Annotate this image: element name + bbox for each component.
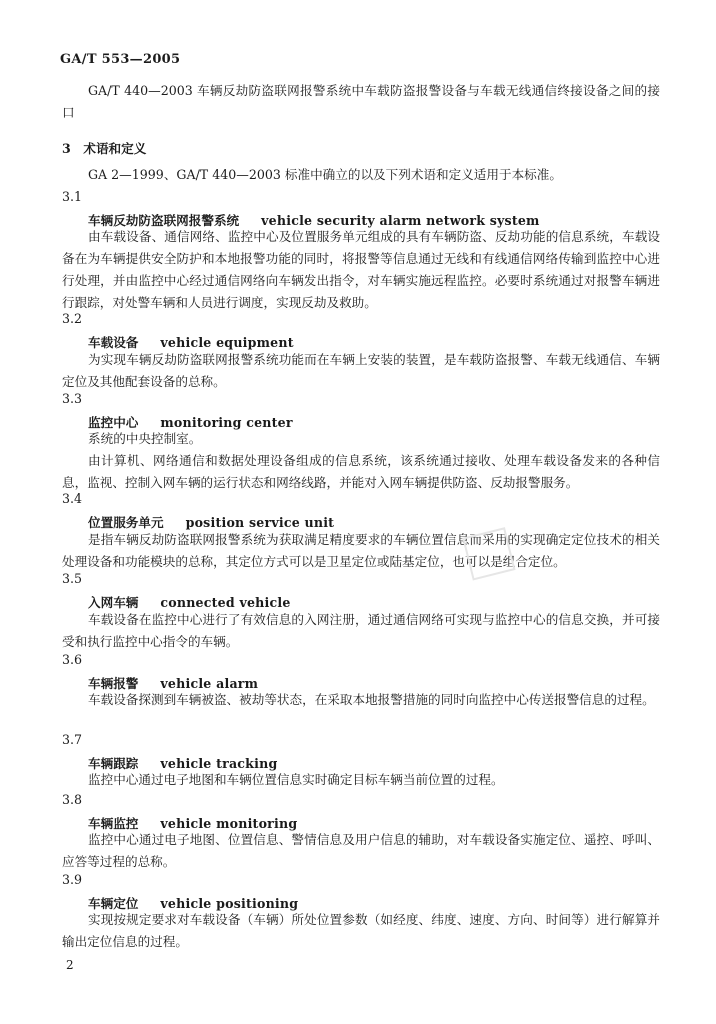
section-title: 3 术语和定义 xyxy=(62,141,147,156)
term-english: vehicle positioning xyxy=(160,896,299,911)
term-number: 3.3 xyxy=(62,391,83,406)
term-number: 3.9 xyxy=(62,872,83,887)
term-chinese: 车辆报警 xyxy=(88,676,139,691)
term-definition: 为实现车辆反劫防盗联网报警系统功能而在车辆上安装的装置，是车载防盗报警、车载无线通信、车辆定位及其他配套设备的总称。 xyxy=(62,352,660,389)
term-chinese: 入网车辆 xyxy=(88,595,139,610)
term-number: 3.6 xyxy=(62,652,83,667)
term-chinese: 车载设备 xyxy=(88,335,139,350)
term-number: 3.8 xyxy=(62,792,83,807)
term-definition: 车载设备探测到车辆被盗、被劫等状态，在采取本地报警措施的同时向监控中心传送报警信息的过程。 xyxy=(88,692,655,707)
section-intro: GA 2—1999、GA/T 440—2003 标准中确立的以及下列术语和定义适用于本标准。 xyxy=(88,167,562,182)
term-chinese: 监控中心 xyxy=(88,415,139,430)
normative-reference: GA/T 440—2003 车辆反劫防盗联网报警系统中车载防盗报警设备与车载无线通信终接设备之间的接口 xyxy=(62,83,660,120)
term-english: position service unit xyxy=(185,515,335,530)
term-definition: 监控中心通过电子地图、位置信息、警情信息及用户信息的辅助，对车载设备实施定位、遥控、呼叫、应答等过程的总称。 xyxy=(62,832,660,869)
term-english: vehicle monitoring xyxy=(160,816,298,831)
term-definition: 由计算机、网络通信和数据处理设备组成的信息系统，该系统通过接收、处理车载设备发来的各种信息，监视、控制入网车辆的运行状态和网络线路，并能对入网车辆提供防盗、反劫报警服务。 xyxy=(62,453,660,490)
term-english: vehicle equipment xyxy=(160,335,294,350)
term-number: 3.2 xyxy=(62,311,83,326)
term-definition: 系统的中央控制室。 xyxy=(88,431,202,446)
page-number: 2 xyxy=(66,958,74,972)
term-chinese: 车辆反劫防盗联网报警系统 xyxy=(88,213,240,228)
term-definition: 由车载设备、通信网络、监控中心及位置服务单元组成的具有车辆防盗、反劫功能的信息系统，车载设备在为车辆提供安全防护和本地报警功能的同时，将报警等信息通过无线和有线通信网络传输到监控中心进行处理，并由监控中心经过通信网络向车辆发出指令，对车辆实施远程监控。必要时系统通过对报警车辆进行跟踪，对处警车辆和人员进行调度，实现反劫及救助。 xyxy=(62,229,660,310)
term-chinese: 位置服务单元 xyxy=(88,515,164,530)
term-number: 3.5 xyxy=(62,571,83,586)
term-english: vehicle tracking xyxy=(160,756,278,771)
term-number: 3.7 xyxy=(62,732,83,747)
term-chinese: 车辆监控 xyxy=(88,816,139,831)
term-english: connected vehicle xyxy=(160,595,291,610)
term-english: monitoring center xyxy=(160,415,293,430)
term-number: 3.1 xyxy=(62,189,83,204)
standard-number-header: GA/T 553—2005 xyxy=(60,52,181,67)
term-english: vehicle alarm xyxy=(160,676,259,691)
term-chinese: 车辆定位 xyxy=(88,896,139,911)
term-chinese: 车辆跟踪 xyxy=(88,756,139,771)
term-number: 3.4 xyxy=(62,491,83,506)
term-definition: 是指车辆反劫防盗联网报警系统为获取满足精度要求的车辆位置信息而采用的实现确定定位技术的相关处理设备和功能模块的总称，其定位方式可以是卫星定位或陆基定位，也可以是组合定位。 xyxy=(62,532,660,569)
term-definition: 监控中心通过电子地图和车辆位置信息实时确定目标车辆当前位置的过程。 xyxy=(88,772,504,787)
term-definition: 实现按规定要求对车载设备（车辆）所处位置参数（如经度、纬度、速度、方向、时间等）进行解算并输出定位信息的过程。 xyxy=(62,912,660,949)
term-english: vehicle security alarm network system xyxy=(261,213,540,228)
term-definition: 车载设备在监控中心进行了有效信息的入网注册，通过通信网络可实现与监控中心的信息交换，并可接受和执行监控中心指令的车辆。 xyxy=(62,612,660,649)
